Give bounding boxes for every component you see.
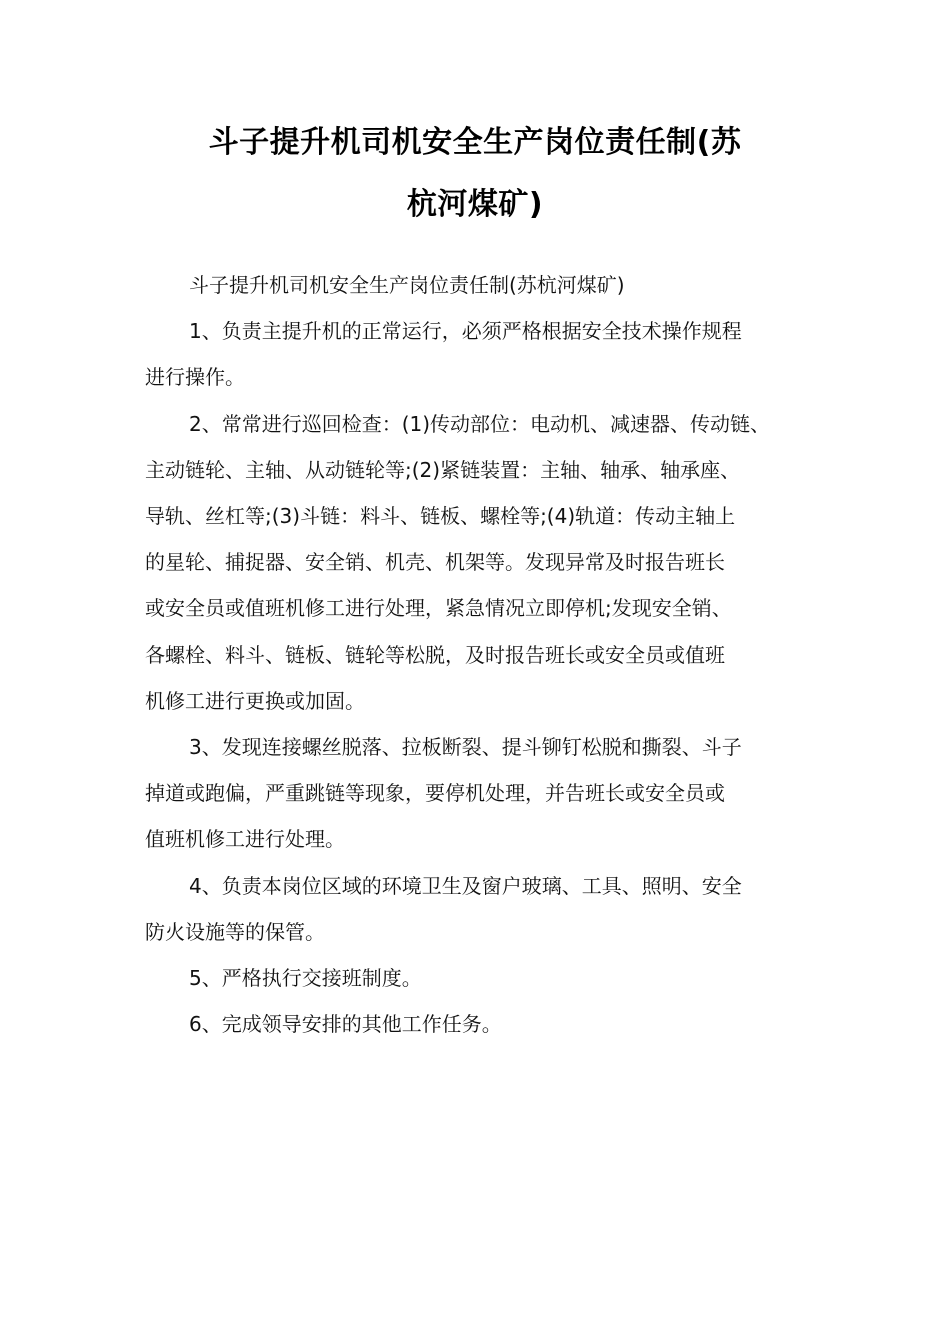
paragraph-line: 的星轮、捕捉器、安全销、机壳、机架等。发现异常及时报告班长 xyxy=(145,550,725,575)
paragraph-line: 主动链轮、主轴、从动链轮等;(2)紧链装置：主轴、轴承、轴承座、 xyxy=(145,457,741,482)
paragraph-line: 3、发现连接螺丝脱落、拉板断裂、提斗铆钉松脱和撕裂、斗子 xyxy=(189,735,742,760)
paragraph-line: 1、负责主提升机的正常运行，必须严格根据安全技术操作规程 xyxy=(189,319,742,344)
paragraph-line: 5、严格执行交接班制度。 xyxy=(189,966,422,991)
paragraph-line: 机修工进行更换或加固。 xyxy=(145,688,365,713)
paragraph-line: 或安全员或值班机修工进行处理，紧急情况立即停机;发现安全销、 xyxy=(145,596,732,621)
paragraph-line: 掉道或跑偏，严重跳链等现象，要停机处理，并告班长或安全员或 xyxy=(145,781,725,806)
paragraph-line: 导轨、丝杠等;(3)斗链：料斗、链板、螺栓等;(4)轨道：传动主轴上 xyxy=(145,504,736,529)
paragraph-line: 防火设施等的保管。 xyxy=(145,919,325,944)
paragraph-line: 6、完成领导安排的其他工作任务。 xyxy=(189,1012,502,1037)
paragraph-line: 进行操作。 xyxy=(145,365,245,390)
paragraph-item-4 xyxy=(145,863,815,955)
paragraph-line: 4、负责本岗位区域的环境卫生及窗户玻璃、工具、照明、安全 xyxy=(189,873,742,898)
paragraph-item-3 xyxy=(145,724,815,863)
paragraph-item-1 xyxy=(145,308,815,400)
paragraph-subtitle xyxy=(145,262,815,308)
paragraph-item-5 xyxy=(145,955,815,1001)
title-line-2: 杭河煤矿) xyxy=(406,187,544,222)
title-line-1: 斗子提升机司机安全生产岗位责任制(苏 xyxy=(208,125,742,160)
paragraph-item-2 xyxy=(145,401,815,724)
paragraph-line: 2、常常进行巡回检查：(1)传动部位：电动机、减速器、传动链、 xyxy=(189,411,771,436)
paragraph-line: 斗子提升机司机安全生产岗位责任制(苏杭河煤矿) xyxy=(189,273,625,297)
document-body xyxy=(145,262,815,1047)
document-title xyxy=(120,112,830,236)
paragraph-line: 各螺栓、料斗、链板、链轮等松脱，及时报告班长或安全员或值班 xyxy=(145,642,725,667)
paragraph-line: 值班机修工进行处理。 xyxy=(145,827,345,852)
paragraph-item-6 xyxy=(145,1001,815,1047)
